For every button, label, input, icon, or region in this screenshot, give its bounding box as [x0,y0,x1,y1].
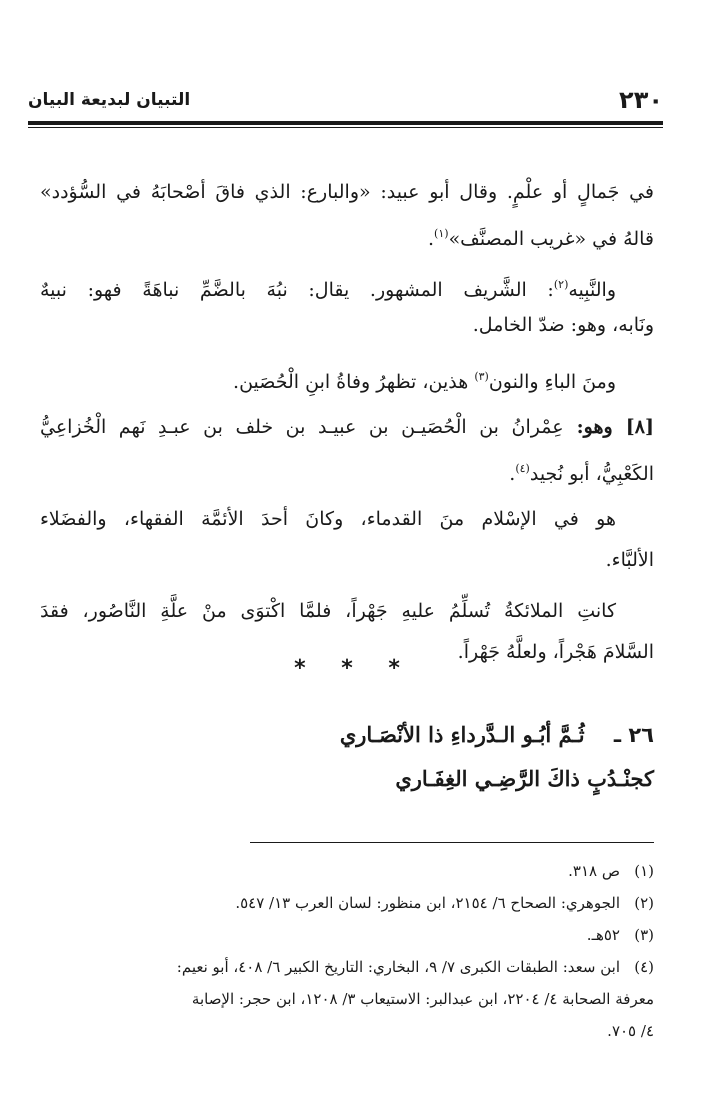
footnote-ref: (٢) [553,278,569,291]
text-line: السَّلامَ هَجْراً، ولعلَّهُ جَهْراً. [457,641,654,663]
footnote-3: (٣)٥٢هـ. [586,926,654,944]
main-text [40,172,654,683]
text-line: قالهُ في «غريب المصنَّف»$^{(١)}$. [428,227,654,250]
paragraph-4 [40,407,654,489]
verse-hemistich-2: كجنْـدُبٍ ذاكَ الرَّضِـي الغِفَـاري [395,766,654,791]
running-header [28,86,663,116]
text-line: الألبَّاء. [605,549,654,571]
header-rule-thin [28,127,663,128]
footnote-2: (٢)الجوهري: الصحاح ٦/ ٢١٥٤، ابن منظور: لسان العرب ١٣/ ٥٤٧. [235,894,654,912]
verse-line-2 [40,766,654,791]
text-line: والنَّبِيه$^{(٢)}$: الشَّريف المشهور. يقال: نبُهَ بالضَّمِّ نباهَةً فهو: نبيهٌ [40,278,616,301]
verse-number: ٢٦ ـ [613,723,654,747]
text-line: في جَمالٍ أو علْمٍ. وقال أبو عبيد: «والبارع: الذي فاقَ أصْحابَهُ في السُّؤدد» [40,181,654,203]
section-separator: * * * [294,656,414,681]
footnote-1: (١)ص ٣١٨. [568,862,654,880]
footnote-ref: (١) [434,227,449,240]
footnote-rule [250,842,654,843]
page-number: ٢٣٠ [619,86,663,114]
footnote-4-continued: ٤/ ٧٠٥. [607,1022,654,1040]
header-rule-thick [28,121,663,125]
text-line: ونَابه، وهو: ضدّ الخامل. [472,314,654,336]
footnote-4: (٤)ابن سعد: الطبقات الكبرى ٧/ ٩، البخاري: التاريخ الكبير ٦/ ٤٠٨، أبو نعيم: [176,958,654,976]
footnote-ref: (٣) [474,370,489,383]
verse-hemistich-1: ثُـمَّ أبُـو الـدَّرداءِ ذا الأنْصَـاري [339,722,585,747]
footnote-4-continued: معرفة الصحابة ٤/ ٢٢٠٤، ابن عبدالبر: الاستيعاب ٣/ ١٢٠٨، ابن حجر: الإصابة [191,990,654,1008]
running-title: التبيان لبديعة البيان [28,90,191,110]
text-line: الكَعْبِيُّ، أبو نُجيد$^{(٤)}$. [509,462,654,485]
text-line: [٨] وهو: عِمْرانُ بن الْحُصَيـن بن عبيـد بن خلف بن عبـدِ نَهم الْخُزاعِيُّ [40,416,654,438]
paragraph-1 [40,172,654,254]
paragraph-2 [40,264,654,346]
text-line: ومنَ الباءِ والنون$^{(٣)}$ هذين، تظهرُ وفاةُ ابنِ الْحُصَين. [233,370,616,393]
footnotes [40,855,654,1047]
text-line: كانتِ الملائكةُ تُسلِّمُ عليهِ جَهْراً، فلمَّا اكْتوَى منْ علَّةِ النَّاصُور، فقدَ [40,600,616,622]
verse-line-1 [40,722,654,747]
footnote-ref: (٤) [515,462,530,475]
text-line: هو في الإسْلام منَ القدماء، وكانَ أحدَ الأئمَّة الفقهاء، والفضَلاء [40,508,616,530]
paragraph-3 [40,356,654,397]
paragraph-5 [40,499,654,581]
